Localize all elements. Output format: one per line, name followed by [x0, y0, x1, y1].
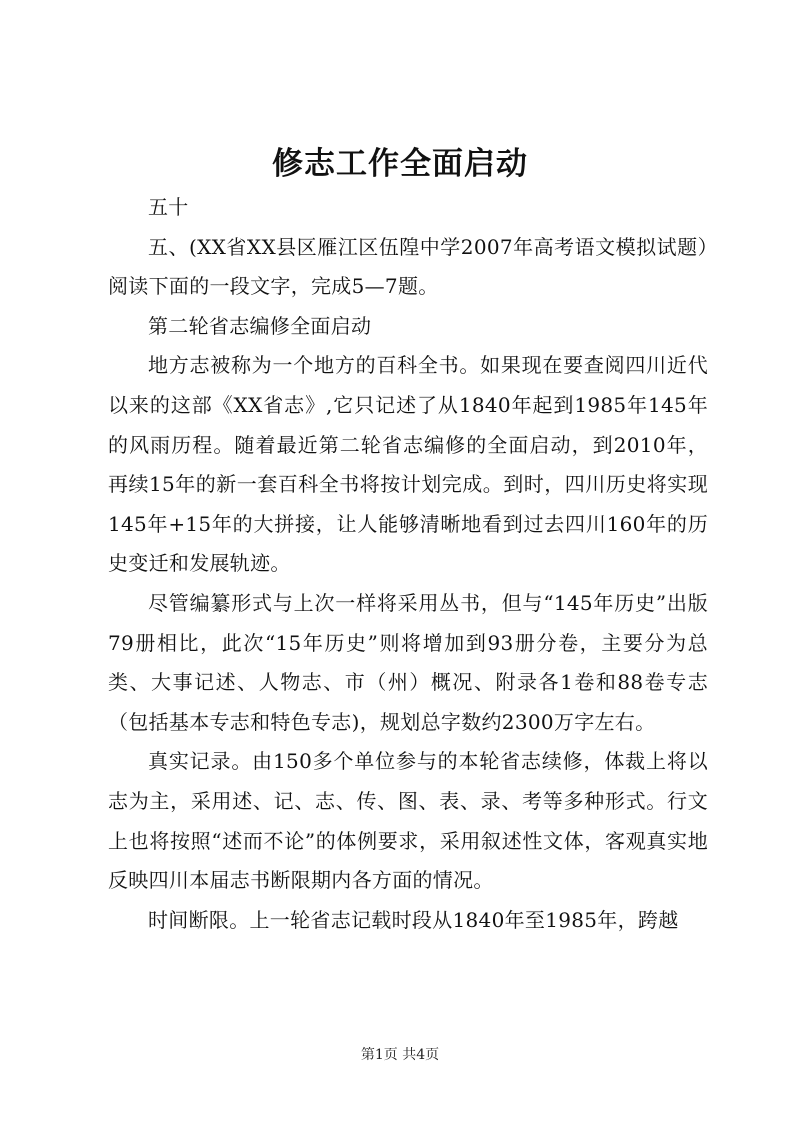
paragraph: 地方志被称为一个地方的百科全书。如果现在要查阅四川近代以来的这部《XX省志》,它只记述了从1840年起到1985年145年的风雨历程。随着最近第二轮省志编修的全面启动，到2010年，再续15年的新一套百科全书将按计划完成。到时，四川历史将实现145年+15年的大拼接，让人能够清晰地看到过去四川160年的历史变迁和发展轨迹。	[108, 353, 708, 576]
paragraph: 五十	[148, 195, 189, 219]
paragraph: 尽管编纂形式与上次一样将采用丛书，但与“145年历史”出版79册相比，此次“15年历史”则将增加到93册分卷，主要分为总类、大事记述、人物志、市（州）概况、附录各1卷和88卷专志（包括基本专志和特色专志)，规划总字数约2300万字左右。	[108, 590, 708, 734]
paragraph: 时间断限。上一轮省志记载时段从1840年至1985年，跨越	[148, 907, 679, 932]
paragraph: 五、(XX省XX县区雁江区伍隍中学2007年高考语文模拟试题）阅读下面的一段文字，完成5—7题。	[108, 234, 708, 299]
paragraph: 真实记录。由150多个单位参与的本轮省志续修，体裁上将以志为主，采用述、记、志、传、图、表、录、考等多种形式。行文上也将按照“述而不论”的体例要求，采用叙述性文体，客观真实地反映四川本届志书断限期内各方面的情况。	[108, 749, 708, 893]
body-text	[108, 188, 708, 940]
page-number-footer: 第1页 共4页	[360, 1047, 440, 1063]
paragraph: 第二轮省志编修全面启动	[148, 313, 372, 338]
page-title: 修志工作全面启动	[272, 146, 528, 182]
